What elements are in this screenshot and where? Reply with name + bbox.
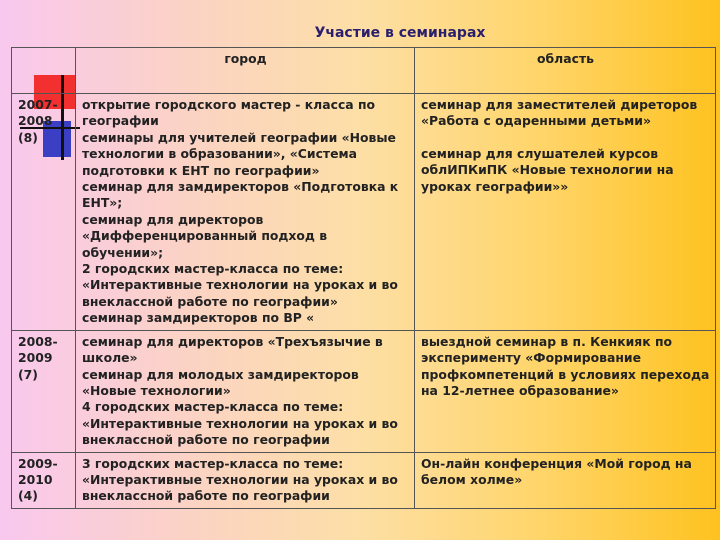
- region-cell: [415, 330, 716, 452]
- seminar-entry: семинар для слушателей курсов облИПКиПК «Новые технологии на уроках географии»»: [421, 145, 674, 194]
- seminar-entry: семинар для директоров «Трехъязычие в школе»: [82, 333, 383, 366]
- year-line: 2008: [18, 113, 53, 129]
- seminar-entry: открытие городского мастер - класса по географии: [82, 97, 376, 129]
- table-row: [12, 330, 716, 452]
- year-line: 2009: [18, 350, 53, 366]
- year-line: 2007-: [18, 97, 58, 112]
- city-cell: [76, 452, 415, 508]
- table-row: [12, 94, 716, 331]
- seminar-entry: семинар для молодых замдиректоров «Новые технологии»: [82, 366, 359, 398]
- page-title: Участие в семинарах: [314, 25, 486, 41]
- year-cell: [12, 330, 76, 452]
- seminar-entry: семинар для директоров «Дифференцированный подход в обучении»;: [82, 211, 328, 260]
- city-cell: [76, 330, 415, 452]
- header-year: [12, 48, 76, 94]
- year-line: 2010: [18, 471, 53, 487]
- seminar-entry: 4 городских мастер-класса по теме: «Интерактивные технологии на уроках и во внеклассной работе по географии: [82, 399, 398, 448]
- year-line: (8): [18, 129, 38, 145]
- year-cell: [12, 452, 76, 508]
- year-line: 2009-: [18, 455, 58, 471]
- year-cell: [12, 94, 76, 331]
- year-line: (7): [18, 366, 38, 382]
- year-line: (4): [18, 488, 38, 504]
- seminar-entry: семинар замдиректоров по ВР «: [82, 310, 315, 326]
- header-region: область: [415, 48, 716, 94]
- header-city: город: [76, 48, 415, 94]
- seminars-table: [11, 47, 716, 509]
- seminar-entry: 2 городских мастер-класса по теме: «Интерактивные технологии на уроках и во внеклассной работе по географии»: [82, 261, 398, 309]
- header-row: [12, 48, 716, 94]
- region-cell: [415, 94, 716, 331]
- seminar-entry: Он-лайн конференция «Мой город на белом холме»: [421, 455, 692, 487]
- table-row: [12, 452, 716, 508]
- seminar-entry: выездной семинар в п. Кенкияк по эксперименту «Формирование профкомпетенций в условиях перехода на 12-летнее образование»: [421, 333, 710, 398]
- city-cell: [76, 94, 415, 331]
- year-line: 2008-: [18, 333, 58, 349]
- seminar-entry: 3 городских мастер-класса по теме: «Интерактивные технологии на уроках и во внеклассной работе по географии: [82, 455, 398, 504]
- seminar-entry: семинар для заместителей диреторов «Работа с одаренными детьми»: [421, 97, 698, 129]
- seminar-entry: семинары для учителей географии «Новые технологии в образовании», «Система подготовки к ЕНТ по географии»: [82, 129, 396, 178]
- region-cell: [415, 452, 716, 508]
- seminar-entry: семинар для замдиректоров «Подготовка к ЕНТ»;: [82, 179, 399, 211]
